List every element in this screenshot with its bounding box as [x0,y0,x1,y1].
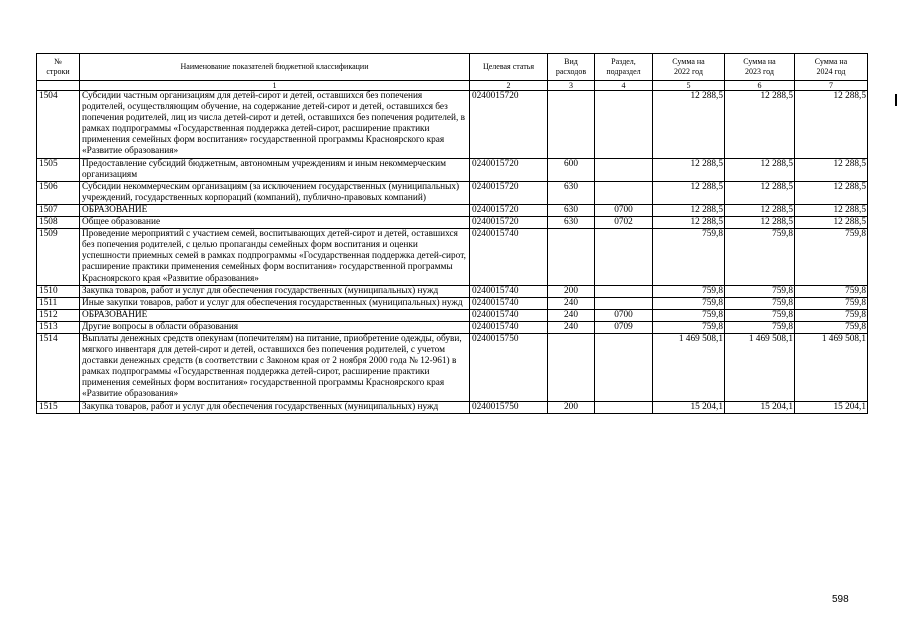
row-number: 1514 [37,333,80,401]
row-target-article: 0240015720 [470,181,548,204]
row-name: Закупка товаров, работ и услуг для обеспечения государственных (муниципальных) нужд [80,285,470,297]
row-number: 1506 [37,181,80,204]
row-sum-2023: 12 288,5 [725,217,795,229]
row-section [595,181,653,204]
row-sum-2022: 759,8 [653,285,725,297]
table-row [37,91,868,159]
column-number: 1 [80,81,470,91]
header-sum-2024 [795,54,868,81]
column-number: 3 [548,81,595,91]
budget-table [36,53,868,414]
header-sum-2023-text: Сумма на 2023 год [743,57,776,76]
column-number: 6 [725,81,795,91]
row-name: Субсидии частным организациям для детей-сирот и детей, оставшихся без попечения родителей, осуществляющим обучение, на содержание детей-сирот и детей, оставшихся без попечения родителей, лиц из числа детей-сирот и детей, оставшихся без попечения родителей, в рамках подпрограммы «Государственная поддержка детей-сирот, расширение практики применения семейных форм воспитания» государственной программы Красноярского края «Развитие образования» [80,91,470,159]
header-target-text: Целевая статья [482,62,535,71]
column-number: 7 [795,81,868,91]
table-row [37,309,868,321]
table-row [37,204,868,216]
row-section: 0709 [595,321,653,333]
table-header-row [37,54,868,81]
row-expense-type [548,91,595,159]
row-section: 0700 [595,309,653,321]
row-sum-2024: 1 469 508,1 [795,333,868,401]
column-number: 2 [470,81,548,91]
row-section [595,229,653,285]
row-section [595,285,653,297]
row-target-article: 0240015740 [470,321,548,333]
row-sum-2024: 15 204,1 [795,401,868,413]
row-number: 1507 [37,204,80,216]
row-sum-2024: 12 288,5 [795,91,868,159]
header-type-text: Вид расходов [555,57,587,76]
row-number: 1505 [37,158,80,181]
row-target-article: 0240015740 [470,309,548,321]
row-expense-type: 630 [548,217,595,229]
column-number [37,81,80,91]
row-number: 1508 [37,217,80,229]
row-section [595,91,653,159]
row-target-article: 0240015750 [470,333,548,401]
row-expense-type: 200 [548,285,595,297]
row-section [595,401,653,413]
page-number: 598 [832,594,849,605]
table-row [37,217,868,229]
row-expense-type: 200 [548,401,595,413]
table-row [37,333,868,401]
table-row [37,297,868,309]
header-section-text: Раздел, подраздел [606,57,641,76]
row-sum-2022: 12 288,5 [653,217,725,229]
row-sum-2022: 12 288,5 [653,181,725,204]
row-target-article: 0240015720 [470,217,548,229]
row-section [595,333,653,401]
table-row [37,285,868,297]
row-sum-2022: 12 288,5 [653,204,725,216]
row-name: Проведение мероприятий с участием семей, воспитывающих детей-сирот и детей, оставшихся без попечения родителей, с целью пропаганды семейных форм воспитания и оценки успешности приемных семей в рамках подпрограммы «Государственная поддержка детей-сирот, расширение практики применения семейных форм воспитания» государственной программы Красноярского края «Развитие образования» [80,229,470,285]
row-expense-type: 240 [548,309,595,321]
row-sum-2022: 12 288,5 [653,91,725,159]
row-target-article: 0240015720 [470,91,548,159]
row-sum-2024: 12 288,5 [795,204,868,216]
header-target [470,54,548,81]
row-sum-2024: 759,8 [795,297,868,309]
row-sum-2023: 12 288,5 [725,158,795,181]
table-body [37,91,868,414]
table-row [37,181,868,204]
row-sum-2024: 12 288,5 [795,158,868,181]
row-name: Иные закупки товаров, работ и услуг для обеспечения государственных (муниципальных) нужд [80,297,470,309]
row-expense-type: 240 [548,297,595,309]
header-sum-2023 [725,54,795,81]
row-expense-type: 630 [548,204,595,216]
row-expense-type: 600 [548,158,595,181]
row-sum-2022: 1 469 508,1 [653,333,725,401]
row-number: 1504 [37,91,80,159]
row-sum-2023: 12 288,5 [725,91,795,159]
row-sum-2022: 759,8 [653,297,725,309]
row-expense-type: 630 [548,181,595,204]
header-row-no [37,54,80,81]
header-type [548,54,595,81]
row-expense-type: 240 [548,321,595,333]
row-sum-2022: 15 204,1 [653,401,725,413]
row-target-article: 0240015720 [470,158,548,181]
row-sum-2024: 12 288,5 [795,217,868,229]
row-name: Общее образование [80,217,470,229]
row-number: 1509 [37,229,80,285]
row-name: ОБРАЗОВАНИЕ [80,204,470,216]
row-number: 1511 [37,297,80,309]
row-section: 0700 [595,204,653,216]
row-name: Закупка товаров, работ и услуг для обеспечения государственных (муниципальных) нужд [80,401,470,413]
row-name: ОБРАЗОВАНИЕ [80,309,470,321]
row-sum-2023: 759,8 [725,285,795,297]
header-section [595,54,653,81]
header-row-no-text: № строки [46,57,70,76]
margin-mark [895,94,897,106]
row-section: 0702 [595,217,653,229]
header-sum-2024-text: Сумма на 2024 год [814,57,848,76]
column-number: 4 [595,81,653,91]
row-section [595,158,653,181]
row-sum-2022: 759,8 [653,321,725,333]
table-row [37,229,868,285]
header-name [80,54,470,81]
header-sum-2022-text: Сумма на 2022 год [672,57,705,76]
row-name: Субсидии некоммерческим организациям (за исключением государственных (муниципальных) учреждений, государственных корпораций (компаний), публично-правовых компаний) [80,181,470,204]
row-sum-2023: 15 204,1 [725,401,795,413]
row-number: 1513 [37,321,80,333]
row-sum-2024: 759,8 [795,229,868,285]
row-sum-2024: 759,8 [795,321,868,333]
row-sum-2023: 759,8 [725,321,795,333]
row-name: Выплаты денежных средств опекунам (попечителям) на питание, приобретение одежды, обуви, мягкого инвентаря для детей-сирот и детей, оставшихся без попечения родителей, с учетом доставки денежных средств (в соответствии с Законом края от 2 ноября 2000 года № 12-961) в рамках подпрограммы «Государственная поддержка детей-сирот, расширение практики применения семейных форм воспитания» государственной программы Красноярского края «Развитие образования» [80,333,470,401]
header-name-text: Наименование показателей бюджетной классификации [180,62,369,71]
row-sum-2022: 759,8 [653,229,725,285]
row-target-article: 0240015740 [470,285,548,297]
column-number-row [37,81,868,91]
row-expense-type [548,229,595,285]
row-number: 1510 [37,285,80,297]
row-section [595,297,653,309]
table-row [37,401,868,413]
column-number: 5 [653,81,725,91]
row-sum-2023: 12 288,5 [725,181,795,204]
row-number: 1512 [37,309,80,321]
table-row [37,321,868,333]
row-sum-2024: 759,8 [795,285,868,297]
row-target-article: 0240015740 [470,297,548,309]
row-expense-type [548,333,595,401]
row-name: Другие вопросы в области образования [80,321,470,333]
row-sum-2023: 12 288,5 [725,204,795,216]
row-target-article: 0240015720 [470,204,548,216]
row-name: Предоставление субсидий бюджетным, автономным учреждениям и иным некоммерческим организациям [80,158,470,181]
row-sum-2022: 12 288,5 [653,158,725,181]
row-sum-2023: 759,8 [725,297,795,309]
row-number: 1515 [37,401,80,413]
row-sum-2022: 759,8 [653,309,725,321]
row-target-article: 0240015740 [470,229,548,285]
row-target-article: 0240015750 [470,401,548,413]
row-sum-2024: 759,8 [795,309,868,321]
header-sum-2022 [653,54,725,81]
table-row [37,158,868,181]
row-sum-2023: 759,8 [725,229,795,285]
row-sum-2024: 12 288,5 [795,181,868,204]
row-sum-2023: 1 469 508,1 [725,333,795,401]
row-sum-2023: 759,8 [725,309,795,321]
